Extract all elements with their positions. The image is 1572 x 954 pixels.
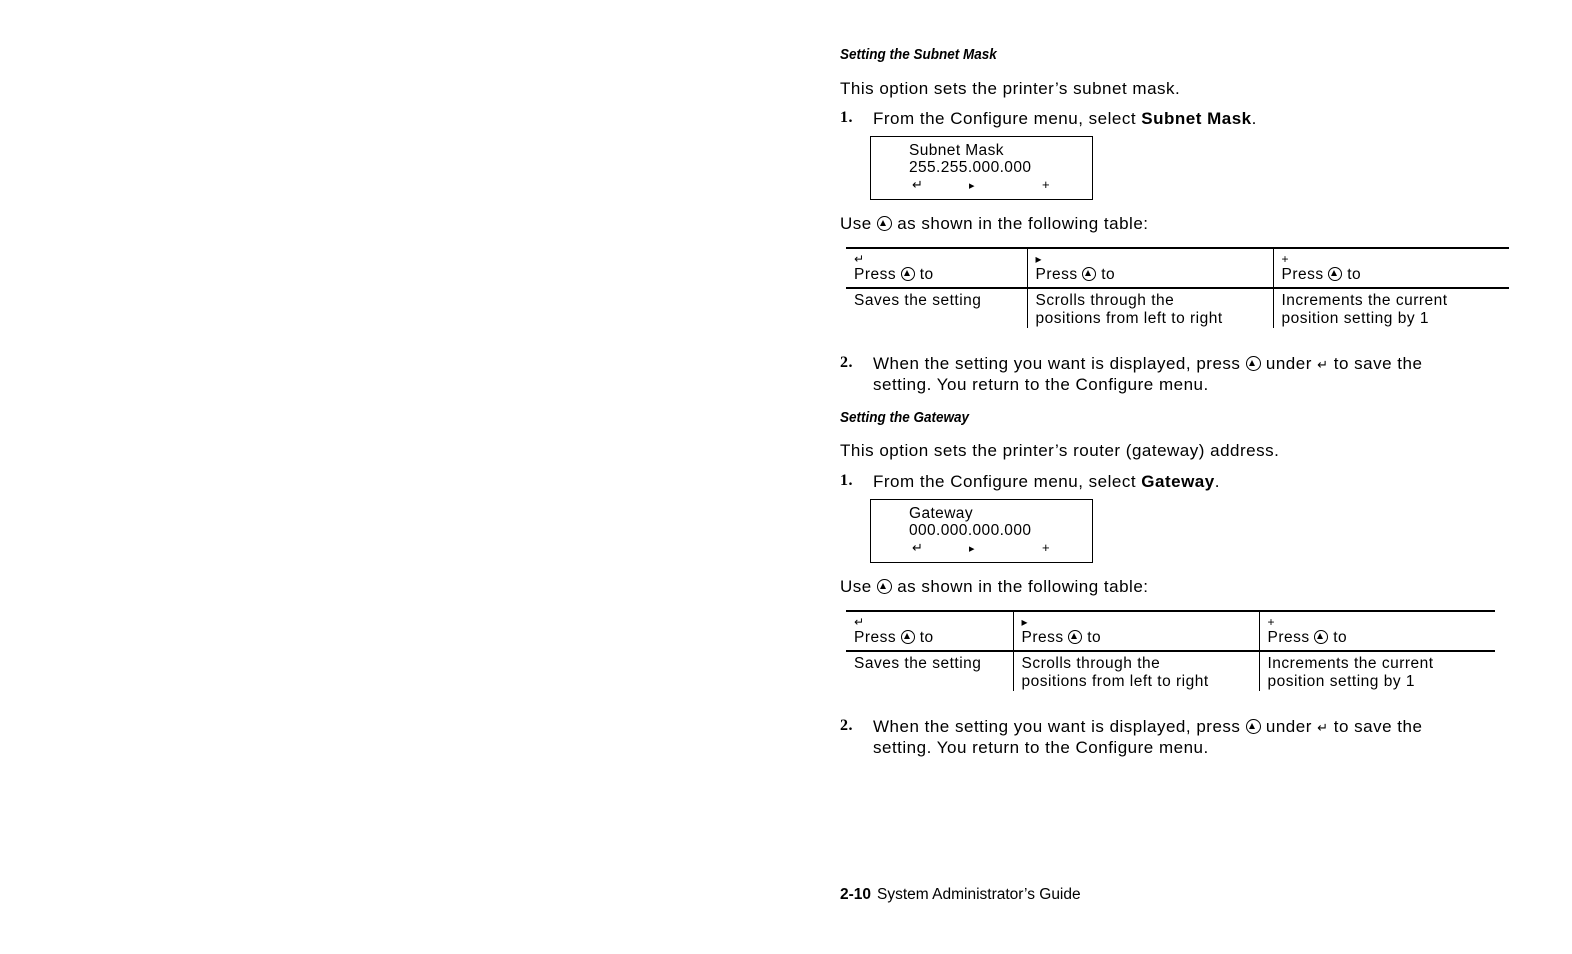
cell-line: position setting by 1 bbox=[1267, 673, 1416, 690]
step-text bbox=[873, 716, 1422, 738]
cell-line: Increments the current bbox=[1281, 292, 1448, 309]
table-header-increment bbox=[1259, 611, 1495, 651]
header-text: to bbox=[1347, 266, 1362, 283]
table-header-row bbox=[846, 248, 1509, 288]
menu-option-name: Subnet Mask bbox=[1141, 109, 1252, 128]
cell-line: Scrolls through the bbox=[1021, 655, 1161, 672]
gateway-use-instruction bbox=[840, 577, 1149, 597]
table-header-increment bbox=[1273, 248, 1509, 288]
header-text: Press bbox=[1035, 266, 1078, 283]
header-text: Press bbox=[854, 629, 897, 646]
step-number: 2. bbox=[840, 717, 853, 734]
step-text-line-2: setting. You return to the Configure menu. bbox=[873, 375, 1209, 394]
step-text bbox=[873, 353, 1422, 375]
step-number: 1. bbox=[840, 109, 853, 126]
cell-line: Scrolls through the bbox=[1035, 292, 1175, 309]
step-text-c: to save the bbox=[1333, 354, 1423, 373]
table-header-scroll bbox=[1013, 611, 1259, 651]
header-text: to bbox=[919, 629, 934, 646]
right-arrow-icon: ▸ bbox=[969, 543, 975, 555]
enter-key-icon: ↵ bbox=[854, 615, 865, 629]
use-text-pre: Use bbox=[840, 214, 872, 233]
table-cell bbox=[1259, 651, 1495, 691]
step-text-post: . bbox=[1214, 472, 1220, 491]
header-text: Press bbox=[854, 266, 897, 283]
enter-key-icon: ↵ bbox=[1317, 357, 1329, 372]
step-text-post: . bbox=[1251, 109, 1257, 128]
up-button-icon bbox=[1068, 630, 1082, 644]
gateway-key-table bbox=[846, 610, 1495, 691]
enter-key-icon: ↵ bbox=[912, 177, 924, 192]
header-text: to bbox=[1101, 266, 1116, 283]
right-arrow-icon: ▸ bbox=[1021, 615, 1029, 629]
step-text-a: When the setting you want is displayed, press bbox=[873, 717, 1241, 736]
table-cell bbox=[1273, 288, 1509, 328]
page-number: 2-10 bbox=[840, 886, 872, 903]
gateway-display bbox=[870, 499, 1093, 563]
table-header-enter bbox=[846, 611, 1013, 651]
table-cell bbox=[846, 651, 1013, 691]
subnet-use-instruction bbox=[840, 214, 1149, 234]
header-text: Press bbox=[1281, 266, 1324, 283]
display-line-2: 255.255.000.000 bbox=[909, 159, 1032, 176]
header-text: Press bbox=[1267, 629, 1310, 646]
use-text-pre: Use bbox=[840, 577, 872, 596]
page-footer bbox=[840, 886, 1081, 904]
guide-title: System Administrator’s Guide bbox=[877, 886, 1081, 903]
right-arrow-icon: ▸ bbox=[1035, 252, 1043, 266]
display-line-2: 000.000.000.000 bbox=[909, 522, 1032, 539]
step-text-pre: From the Configure menu, select bbox=[873, 109, 1142, 128]
step-text-a: When the setting you want is displayed, press bbox=[873, 354, 1241, 373]
use-text-post: as shown in the following table: bbox=[897, 577, 1149, 596]
up-button-icon bbox=[877, 216, 892, 231]
enter-key-icon: ↵ bbox=[912, 540, 924, 555]
right-arrow-icon: ▸ bbox=[969, 180, 975, 192]
step-text bbox=[873, 108, 1257, 129]
step-text-c: to save the bbox=[1333, 717, 1423, 736]
up-button-icon bbox=[1314, 630, 1328, 644]
header-text: to bbox=[1333, 629, 1348, 646]
table-header-row bbox=[846, 611, 1495, 651]
table-cell bbox=[1013, 651, 1259, 691]
up-button-icon bbox=[1082, 267, 1096, 281]
step-text-b: under bbox=[1265, 354, 1312, 373]
cell-line: Increments the current bbox=[1267, 655, 1434, 672]
cell-line: Saves the setting bbox=[854, 655, 982, 672]
step-number: 1. bbox=[840, 472, 853, 489]
plus-icon: + bbox=[1267, 615, 1276, 629]
cell-line: Saves the setting bbox=[854, 292, 982, 309]
table-row bbox=[846, 288, 1509, 328]
up-button-icon bbox=[901, 267, 915, 281]
step-number: 2. bbox=[840, 354, 853, 371]
step-text-b: under bbox=[1265, 717, 1312, 736]
plus-icon: + bbox=[1042, 540, 1050, 555]
plus-icon: + bbox=[1042, 177, 1050, 192]
subnet-step-2 bbox=[840, 353, 1530, 395]
step-text-pre: From the Configure menu, select bbox=[873, 472, 1142, 491]
subnet-intro-text: This option sets the printer’s subnet mask. bbox=[840, 79, 1181, 98]
table-header-enter bbox=[846, 248, 1027, 288]
plus-icon: + bbox=[1281, 252, 1290, 266]
cell-line: positions from left to right bbox=[1035, 310, 1223, 327]
header-text: to bbox=[919, 266, 934, 283]
table-cell bbox=[1027, 288, 1273, 328]
subnet-key-table bbox=[846, 247, 1509, 328]
use-text-post: as shown in the following table: bbox=[897, 214, 1149, 233]
header-text: Press bbox=[1021, 629, 1064, 646]
section-heading-gateway: Setting the Gateway bbox=[840, 409, 970, 426]
step-text-line-2: setting. You return to the Configure menu. bbox=[873, 738, 1209, 757]
up-button-icon bbox=[901, 630, 915, 644]
enter-key-icon: ↵ bbox=[1317, 720, 1329, 735]
up-button-icon bbox=[1246, 356, 1261, 371]
table-row bbox=[846, 651, 1495, 691]
section-heading-subnet-mask: Setting the Subnet Mask bbox=[840, 46, 997, 63]
enter-key-icon: ↵ bbox=[854, 252, 865, 266]
up-button-icon bbox=[1246, 719, 1261, 734]
header-text: to bbox=[1087, 629, 1102, 646]
menu-option-name: Gateway bbox=[1141, 472, 1215, 491]
cell-line: positions from left to right bbox=[1021, 673, 1209, 690]
gateway-intro-text: This option sets the printer’s router (gateway) address. bbox=[840, 441, 1280, 460]
up-button-icon bbox=[1328, 267, 1342, 281]
step-text bbox=[873, 471, 1220, 492]
table-cell bbox=[846, 288, 1027, 328]
display-line-1: Gateway bbox=[909, 505, 973, 522]
cell-line: position setting by 1 bbox=[1281, 310, 1430, 327]
subnet-mask-display bbox=[870, 136, 1093, 200]
display-line-1: Subnet Mask bbox=[909, 142, 1004, 159]
table-header-scroll bbox=[1027, 248, 1273, 288]
gateway-step-1 bbox=[840, 471, 1530, 492]
gateway-step-2 bbox=[840, 716, 1530, 758]
subnet-step-1 bbox=[840, 108, 1530, 129]
up-button-icon bbox=[877, 579, 892, 594]
